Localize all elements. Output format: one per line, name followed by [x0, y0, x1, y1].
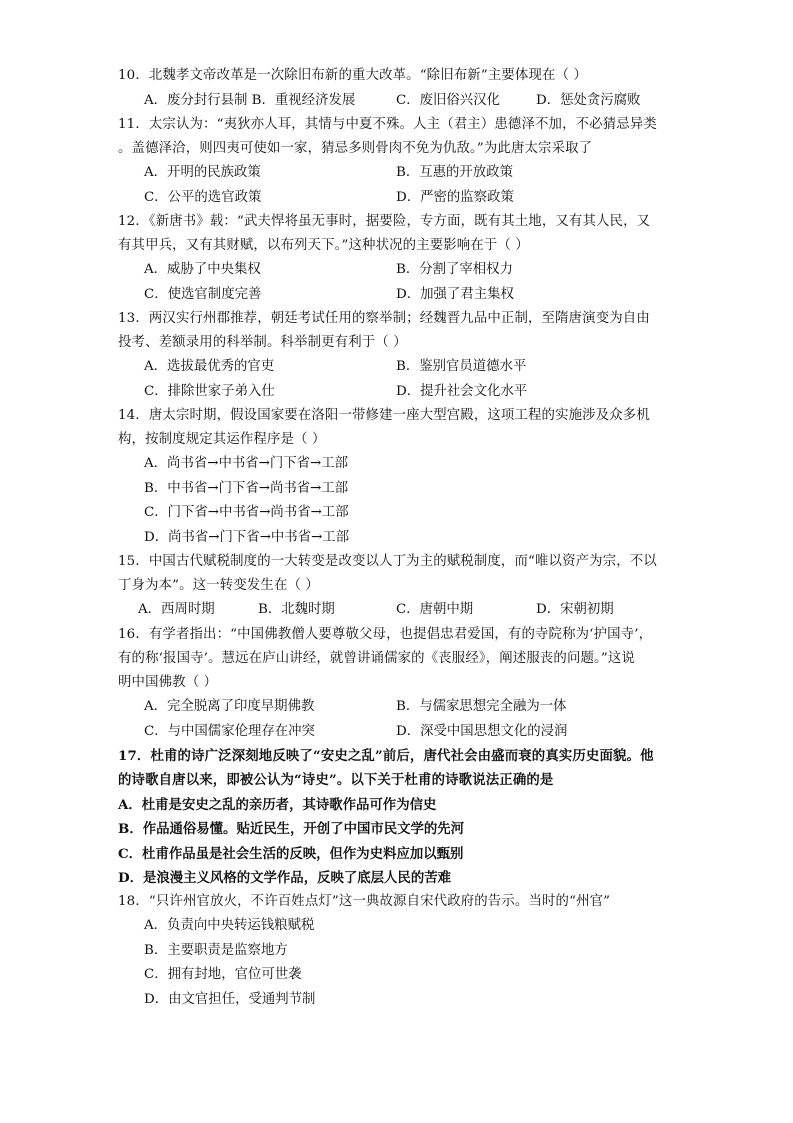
question-14-option-a: A．尚书省→中书省→门下省→工部	[144, 456, 349, 471]
question-10-option-d: D．惩处贪污腐败	[536, 93, 641, 108]
question-18-option-a: A．负责向中央转运钱粮赋税	[144, 918, 315, 933]
question-13-option-a: A．选拔最优秀的官吏	[144, 359, 275, 374]
question-12-stem-line-2: 有其甲兵，又有其财赋，以布列天下。”这种状况的主要影响在于（ ）	[118, 238, 529, 253]
question-18-option-d: D．由文官担任，受通判节制	[144, 992, 316, 1007]
question-12-stem-line-1: 12．《新唐书》载：“武夫悍将虽无事时，据要险，专方面，既有其土地，又有其人民，又	[118, 214, 651, 229]
question-17-option-d: D．是浪漫主义风格的文学作品，反映了底层人民的苦难	[118, 870, 451, 886]
question-17-option-c: C．杜甫作品虽是社会生活的反映，但作为史料应加以甄别	[118, 846, 464, 862]
question-17-stem-line-1: 17．杜甫的诗广泛深刻地反映了“安史之乱”前后，唐代社会由盛而衰的真实历史面貌。他	[118, 748, 654, 764]
question-18-stem: 18．“只许州官放火，不许百姓点灯”这一典故源自宋代政府的告示。当时的“州官”	[118, 894, 611, 909]
question-11-option-d: D．严密的监察政策	[396, 190, 514, 205]
question-11-stem-line-1: 11．太宗认为：“夷狄亦人耳，其情与中夏不殊。人主（君主）患德泽不加，不必猜忌异类	[118, 117, 657, 132]
question-16-option-b: B．与儒家思想完全融为一体	[396, 699, 567, 714]
question-15-stem-line-2: 丁身为本”。这一转变发生在（ ）	[118, 578, 319, 593]
question-12-option-d: D．加强了君主集权	[396, 287, 514, 302]
question-13-stem-line-1: 13．两汉实行州郡推荐，朝廷考试任用的察举制；经魏晋九品中正制，至隋唐演变为自由	[118, 311, 650, 326]
question-14-stem-line-1: 14．唐太宗时期，假设国家要在洛阳一带修建一座大型宫殿，这项工程的实施涉及众多机	[118, 408, 650, 423]
question-13-stem-line-2: 投考、差额录用的科举制。科举制更有利于（ ）	[118, 335, 407, 350]
question-12-option-b: B．分割了宰相权力	[396, 262, 513, 277]
question-18-option-b: B．主要职责是监察地方	[144, 943, 288, 958]
question-11-stem-line-2: 。盖德泽洽，则四夷可使如一家，猜忌多则骨肉不免为仇敌。”为此唐太宗采取了	[118, 141, 593, 156]
question-15-option-c: C．唐朝中期	[396, 602, 474, 617]
question-16-stem-line-1: 16．有学者指出：“中国佛教僧人要尊敬父母，也提倡忠君爱国，有的寺院称为‘护国寺’，	[118, 627, 653, 642]
question-10-stem: 10．北魏孝文帝改革是一次除旧布新的重大改革。“除旧布新”主要体现在（ ）	[118, 68, 588, 83]
question-15-option-a: A．西周时期	[138, 602, 215, 617]
question-16-stem-line-3: 明中国佛教（ ）	[118, 675, 218, 690]
question-15-option-d: D．宋朝初期	[536, 602, 614, 617]
question-13-option-d: D．提升社会文化水平	[396, 384, 528, 399]
question-15-option-b: B．北魏时期	[258, 602, 335, 617]
question-18-option-c: C．拥有封地，官位可世袭	[144, 967, 302, 982]
question-11-option-a: A．开明的民族政策	[144, 165, 261, 180]
question-17-option-a: A．杜甫是安史之乱的亲历者，其诗歌作品可作为信史	[118, 797, 437, 813]
question-16-option-d: D．深受中国思想文化的浸润	[396, 724, 568, 739]
question-14-stem-line-2: 构，按制度规定其运作程序是（ ）	[118, 432, 326, 447]
question-12-option-c: C．使选官制度完善	[144, 287, 262, 302]
question-14-option-c: C．门下省→中书省→尚书省→工部	[144, 505, 349, 520]
question-10-option-ab: A．废分封行县制 B．重视经济发展	[144, 93, 356, 108]
question-13-option-b: B．鉴别官员道德水平	[396, 359, 527, 374]
question-14-option-d: D．尚书省→门下省→中书省→工部	[144, 530, 350, 545]
question-17-option-b: B．作品通俗易懂。贴近民生，开创了中国市民文学的先河	[118, 821, 465, 837]
question-13-option-c: C．排除世家子弟入仕	[144, 384, 275, 399]
question-11-option-c: C．公平的选官政策	[144, 190, 262, 205]
question-16-stem-line-2: 有的称‘报国寺’。慧远在庐山讲经，就曾讲诵儒家的《丧服经》，阐述服丧的问题。”这说	[118, 651, 635, 666]
question-12-option-a: A．威胁了中央集权	[144, 262, 261, 277]
question-16-option-a: A．完全脱离了印度早期佛教	[144, 699, 315, 714]
question-10-option-c: C．废旧俗兴汉化	[396, 93, 500, 108]
question-15-stem-line-1: 15．中国古代赋税制度的一大转变是改变以人丁为主的赋税制度，而“唯以资产为宗，不以	[118, 554, 657, 569]
question-14-option-b: B．中书省→门下省→尚书省→工部	[144, 481, 349, 496]
question-17-stem-line-2: 的诗歌自唐以来，即被公认为“诗史”。以下关于杜甫的诗歌说法正确的是	[118, 772, 554, 788]
question-16-option-c: C．与中国儒家伦理存在冲突	[144, 724, 315, 739]
question-11-option-b: B．互惠的开放政策	[396, 165, 513, 180]
